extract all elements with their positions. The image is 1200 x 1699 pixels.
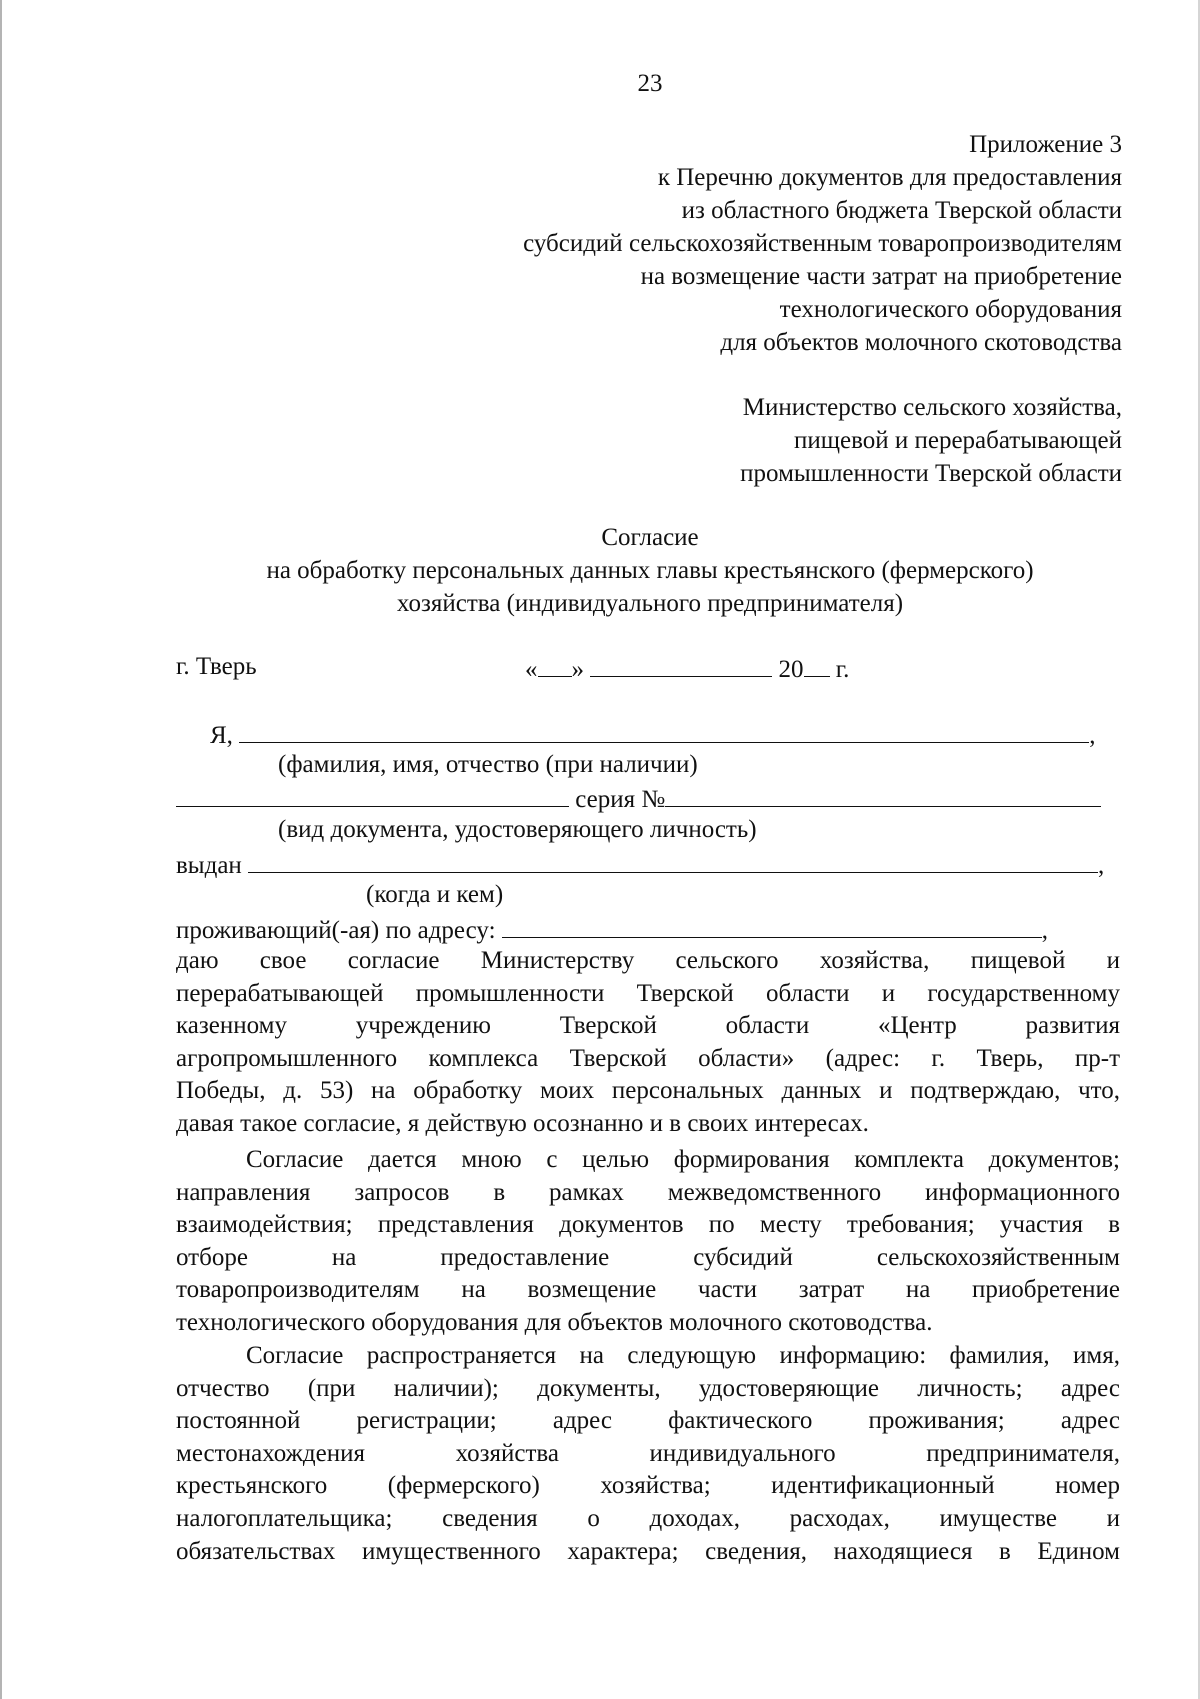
paragraph-line: взаимодействия; представления документов по месту требования; участия в	[176, 1211, 1120, 1239]
issued-blank[interactable]	[248, 848, 1098, 873]
series-label: серия №	[575, 786, 666, 813]
address-row	[176, 913, 1048, 946]
document-title	[120, 521, 1180, 620]
issued-caption: (когда и кем)	[366, 881, 504, 908]
paragraph-line: Победы, д. 53) на обработку моих персональных данных и подтверждаю, что,	[176, 1077, 1120, 1105]
date-close-quote: »	[571, 656, 584, 683]
fio-blank[interactable]	[239, 718, 1089, 743]
appendix-line: субсидий сельскохозяйственным товаропроизводителям	[523, 230, 1122, 257]
scan-left-edge	[0, 0, 2, 1699]
document-caption: (вид документа, удостоверяющего личность)	[278, 816, 757, 843]
fio-row	[210, 718, 1095, 751]
paragraph-line: технологического оборудования для объектов молочного скотоводства.	[176, 1308, 933, 1336]
addressee-line: Министерство сельского хозяйства,	[742, 394, 1122, 421]
paragraph-line: агропромышленного комплекса Тверской области» (адрес: г. Тверь, пр-т	[176, 1044, 1120, 1072]
issued-row	[176, 848, 1104, 881]
address-comma: ,	[1041, 917, 1049, 944]
paragraph-line: Согласие дается мною с целью формирования комплекта документов;	[246, 1146, 1120, 1173]
fio-comma: ,	[1089, 722, 1096, 749]
date-line	[525, 652, 849, 685]
paragraph-line: Согласие распространяется на следующую информацию: фамилия, имя,	[246, 1342, 1120, 1369]
year-prefix: 20	[778, 656, 804, 683]
paragraph-line: крестьянского (фермерского) хозяйства; идентификационный номер	[176, 1472, 1120, 1500]
year-blank[interactable]	[804, 652, 830, 677]
appendix-line: технологического оборудования	[779, 296, 1122, 323]
series-number-blank[interactable]	[665, 782, 1101, 807]
paragraph-line: казенному учреждению Тверской области «Центр развития	[176, 1012, 1120, 1040]
paragraph-line: налогоплательщика; сведения о доходах, расходах, имуществе и	[176, 1504, 1120, 1532]
paragraph-line: местонахождения хозяйства индивидуального предпринимателя,	[176, 1439, 1120, 1467]
paragraph-line: отчество (при наличии); документы, удостоверяющие личность; адрес	[176, 1374, 1120, 1402]
addressee-line: промышленности Тверской области	[740, 460, 1122, 487]
fio-caption: (фамилия, имя, отчество (при наличии)	[278, 751, 698, 778]
appendix-line: для объектов молочного скотоводства	[720, 329, 1122, 356]
title-line: хозяйства (индивидуального предпринимателя)	[396, 590, 904, 617]
address-blank[interactable]	[502, 913, 1042, 938]
paragraph-line: даю свое согласие Министерству сельского хозяйства, пищевой и	[176, 947, 1120, 974]
addressee-block	[422, 391, 1122, 490]
address-label: проживающий(-ая) по адресу:	[176, 917, 496, 944]
paragraph-line: отборе на предоставление субсидий сельскохозяйственным	[176, 1243, 1120, 1271]
addressee-line: пищевой и перерабатывающей	[793, 427, 1122, 454]
appendix-line: Приложение 3	[969, 131, 1122, 158]
i-label: Я,	[210, 722, 233, 749]
appendix-line: из областного бюджета Тверской области	[681, 197, 1122, 224]
title-line: на обработку персональных данных главы крестьянского (фермерского)	[266, 557, 1034, 584]
paragraph-line: направления запросов в рамках межведомственного информационного	[176, 1178, 1120, 1206]
paragraph-line: давая такое согласие, я действую осознанно и в своих интересах.	[176, 1109, 869, 1137]
page-number: 23	[637, 70, 663, 97]
paragraph-line: обязательствах имущественного характера; сведения, находящиеся в Едином	[176, 1537, 1120, 1565]
issued-label: выдан	[176, 852, 242, 879]
paragraph-line: перерабатывающей промышленности Тверской области и государственному	[176, 979, 1120, 1007]
paragraph-line: постоянной регистрации; адрес фактического проживания; адрес	[176, 1407, 1120, 1435]
date-open-quote: «	[525, 656, 538, 683]
appendix-line: на возмещение части затрат на приобретение	[640, 263, 1122, 290]
purpose-paragraph	[176, 1144, 1120, 1340]
title-line: Согласие	[601, 524, 699, 551]
appendix-line: к Перечню документов для предоставления	[657, 164, 1122, 191]
issued-comma: ,	[1098, 852, 1105, 879]
scope-paragraph	[176, 1340, 1120, 1568]
paragraph-line: товаропроизводителям на возмещение части затрат на приобретение	[176, 1276, 1120, 1304]
year-suffix: г.	[835, 656, 850, 683]
consent-paragraph	[176, 945, 1120, 1141]
day-blank[interactable]	[538, 652, 572, 677]
document-type-blank[interactable]	[176, 782, 569, 807]
month-blank[interactable]	[590, 652, 772, 677]
place-city: г. Тверь	[176, 653, 257, 680]
document-row	[176, 782, 1101, 815]
appendix-header	[322, 128, 1122, 359]
